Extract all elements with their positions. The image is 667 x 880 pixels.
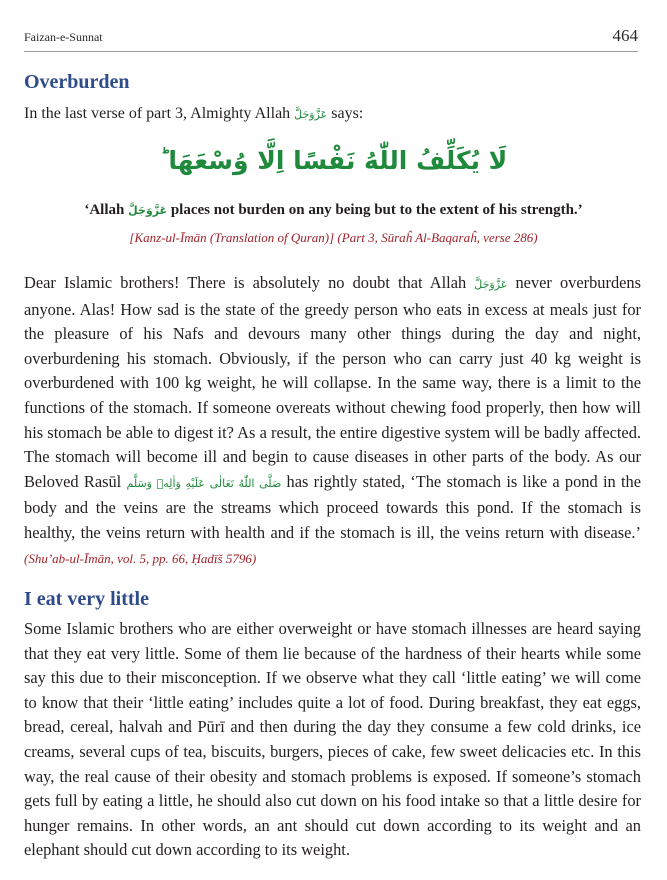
verse-reference: [Kanz-ul-Īmān (Translation of Quran)] (Part 3, Sūraĥ Al-Baqaraĥ, verse 286) (129, 230, 538, 245)
quote-post: places not burden on any being but to the extent of his strength.’ (167, 202, 583, 218)
intro-line (24, 105, 363, 123)
verse-translation (0, 202, 667, 219)
section-heading-overburden: Overburden (24, 71, 130, 93)
intro-text-post: says: (327, 105, 364, 122)
header-divider (24, 51, 638, 52)
honorific-allah: عَزَّوَجَلَّ (294, 108, 328, 121)
honorific-allah: عَزَّوَجَلَّ (128, 204, 168, 217)
paragraph-overburden (24, 271, 641, 571)
honorific-rasul: صَلَّى اللّٰهُ تَعَالٰى عَلَيْهِ وَاٰلِهٖ وَسَلَّم (126, 476, 282, 490)
page-number: 464 (612, 26, 638, 45)
quote-pre: ‘Allah (84, 202, 129, 218)
honorific-allah: عَزَّوَجَلَّ (474, 278, 508, 291)
para-text-2: never overburdens anyone. Alas! How sad is the state of the greedy person who eats in excess at meals just for the pleasure of his Nafs and devours many other things during the day and night, overburdening his stomach. Obviously, if the person who can carry just 40 kg weight is overburdened with 100 kg weight, he will collapse. In the same way, there is a limit to the functions of the stomach. If someone overeats without chewing food properly, then how will his stomach be able to digest it? As a result, the entire digestive system will be badly affected. The stomach will become ill and begin to cause diseases in other parts of the body. As our Beloved Rasūl (24, 273, 641, 491)
intro-text-pre: In the last verse of part 3, Almighty Allah (24, 105, 295, 122)
book-title: Faizan-e-Sunnat (24, 30, 103, 44)
section-heading-eat-little: I eat very little (24, 588, 149, 610)
quran-verse: لَا يُكَلِّفُ اللّٰهُ نَفْسًا اِلَّا وُسْعَهَا ؕ (159, 146, 508, 175)
hadith-citation: (Shu’ab-ul-Īmān, vol. 5, pp. 66, Ḥadīš 5796) (24, 550, 257, 566)
paragraph-eat-little: Some Islamic brothers who are either overweight or have stomach illnesses are heard saying that they eat very little. Some of them lie because of the hardness of their hearts while some say this due to their misconception. If we observe what they call ‘little eating’ we will come to know that their ‘little eating’ includes quite a lot of food. During breakfast, they eat eggs, bread, cereal, halvah and Pūrī and then during the day they consume a few cold drinks, ice creams, several cups of tea, biscuits, burgers, pieces of cake, few sweet delicacies etc. In this way, the real cause of their obesity and stomach problems is exposed. If someone’s stomach gets full by eating a little, he should also cut down on his food intake so that a little desire for hunger remains. In other words, an ant should cut down according to its weight and an elephant should cut down according to its weight. (24, 619, 641, 860)
para-text-1: Dear Islamic brothers! There is absolutely no doubt that Allah (24, 273, 475, 292)
para-text-3: has rightly stated, ‘The stomach is like a pond in the body and the veins are the streams which proceed towards this pond. If the stomach is healthy, the veins return with health and if the stomach is ill, the veins return with disease.’ (24, 471, 642, 542)
